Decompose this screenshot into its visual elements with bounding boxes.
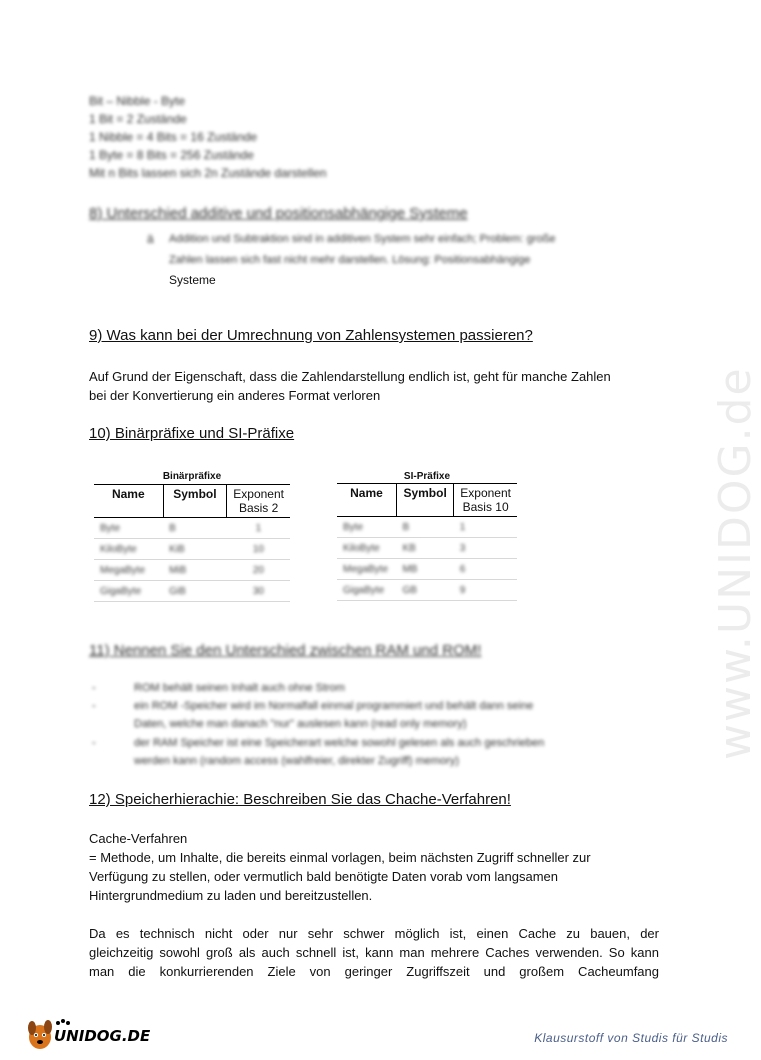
si-cell: MegaByte	[337, 559, 396, 580]
si-cell: 1	[454, 517, 517, 538]
si-cell: KB	[396, 538, 453, 559]
section-8-bullet: ä	[147, 232, 154, 246]
si-header-exponent-line1: Exponent	[460, 486, 511, 500]
si-cell: GigaByte	[337, 580, 396, 601]
section-12-line: man die konkurrierenden Ziele von geringer Zugriffszeit und großem Cacheumfang	[89, 964, 659, 979]
section-12-line: Verfügung zu stellen, oder vermutlich bald benötigte Daten vorab vom langsamen	[89, 869, 559, 884]
bullet-marker: -	[92, 737, 96, 749]
watermark: www.UNIDOG.de	[710, 366, 761, 760]
list-item-text: der RAM Speicher ist eine Speicherart welche sowohl gelesen als auch geschrieben	[134, 737, 545, 749]
binaer-cell: 20	[227, 560, 290, 581]
binaer-cell: MiB	[163, 560, 227, 581]
section-12-heading: 12) Speicherhierachie: Beschreiben Sie das Chache-Verfahren!	[89, 791, 511, 808]
section-10-heading: 10) Binärpräfixe und SI-Präfixe	[89, 425, 295, 442]
list-item-text: ein ROM -Speicher wird im Normalfall einmal programmiert und behält dann seine	[134, 700, 534, 712]
footer-tagline: Klausurstoff von Studis für Studis	[534, 1031, 728, 1045]
section-12-body	[89, 829, 659, 981]
section-12-subheading: Cache-Verfahren	[89, 831, 188, 846]
binaer-header-exponent-line1: Exponent	[233, 487, 284, 501]
section-12-line: gleichzeitig sowohl groß als auch schnell ist, kann man mehrere Caches verwenden. So kann	[89, 945, 659, 960]
binaer-cell: 1	[227, 518, 290, 539]
binaer-cell: 10	[227, 539, 290, 560]
si-header-exponent	[454, 484, 517, 517]
binaer-cell: B	[163, 518, 227, 539]
binaer-header-exponent	[227, 485, 290, 518]
si-header-symbol: Symbol	[396, 484, 453, 517]
section-8-line: Zahlen lassen sich fast nicht mehr darstellen. Lösung: Positionsabhängige	[169, 254, 531, 266]
binaer-header-symbol: Symbol	[163, 485, 227, 518]
unidog-logo[interactable]	[24, 1015, 154, 1055]
si-cell: GB	[396, 580, 453, 601]
list-item-text: ROM behält seinen Inhalt auch ohne Strom	[134, 682, 345, 694]
binaer-cell: Byte	[94, 518, 163, 539]
binaer-cell: GiB	[163, 581, 227, 602]
intro-line: Mit n Bits lassen sich 2n Zustände darstellen	[89, 166, 327, 180]
si-header-name: Name	[337, 484, 396, 517]
binaer-cell: 30	[227, 581, 290, 602]
si-caption: SI-Präfixe	[403, 471, 451, 482]
bullet-marker: -	[92, 700, 96, 712]
binaer-header-exponent-line2: Basis 2	[238, 501, 279, 515]
section-9-line: bei der Konvertierung ein anderes Format verloren	[89, 388, 381, 403]
section-8-line: Systeme	[169, 273, 216, 287]
section-11-heading: 11) Nennen Sie den Unterschied zwischen RAM und ROM!	[89, 642, 482, 659]
binaer-cell: KiB	[163, 539, 227, 560]
list-item-text: werden kann (random access (wahlfreier, direkter Zugriff) memory)	[134, 755, 460, 767]
binaer-caption: Binärpräfixe	[162, 471, 222, 482]
si-cell: KiloByte	[337, 538, 396, 559]
si-cell: 9	[454, 580, 517, 601]
section-12-line: Da es technisch nicht oder nur sehr schwer möglich ist, einen Cache zu bauen, der	[89, 926, 659, 941]
binaer-cell: GigaByte	[94, 581, 163, 602]
bullet-marker: -	[92, 682, 96, 694]
section-9-line: Auf Grund der Eigenschaft, dass die Zahlendarstellung endlich ist, geht für manche Zahlen	[89, 369, 611, 384]
section-8-heading: 8) Unterschied additive und positionsabhängige Systeme	[89, 205, 468, 222]
logo-text: UNIDOG.DE	[54, 1027, 151, 1045]
section-9-heading: 9) Was kann bei der Umrechnung von Zahlensystemen passieren?	[89, 327, 533, 344]
binaer-header-name: Name	[94, 485, 163, 518]
section-9-text	[89, 367, 611, 405]
section-12-line: = Methode, um Inhalte, die bereits einmal vorlagen, beim nächsten Zugriff schneller zur	[89, 850, 591, 865]
intro-line: 1 Bit = 2 Zustände	[89, 112, 187, 126]
si-header-exponent-line2: Basis 10	[462, 500, 509, 514]
section-12-line: Hintergrundmedium zu laden und bereitzustellen.	[89, 888, 373, 903]
si-cell: MB	[396, 559, 453, 580]
binaer-cell: MegaByte	[94, 560, 163, 581]
si-cell: 3	[454, 538, 517, 559]
si-cell: 6	[454, 559, 517, 580]
intro-line: Bit – Nibble - Byte	[89, 94, 186, 108]
si-table	[337, 483, 517, 601]
list-item-text: Daten, welche man danach "nur" auslesen kann (read only memory)	[134, 718, 467, 730]
intro-line: 1 Nibble = 4 Bits = 16 Zustände	[89, 130, 258, 144]
section-8-line: Addition und Subtraktion sind in additiven System sehr einfach; Problem: große	[169, 233, 556, 245]
intro-line: 1 Byte = 8 Bits = 256 Zustände	[89, 148, 254, 162]
binaer-cell: KiloByte	[94, 539, 163, 560]
binaer-table	[94, 484, 290, 602]
si-cell: Byte	[337, 517, 396, 538]
intro-block	[89, 92, 326, 182]
si-cell: B	[396, 517, 453, 538]
